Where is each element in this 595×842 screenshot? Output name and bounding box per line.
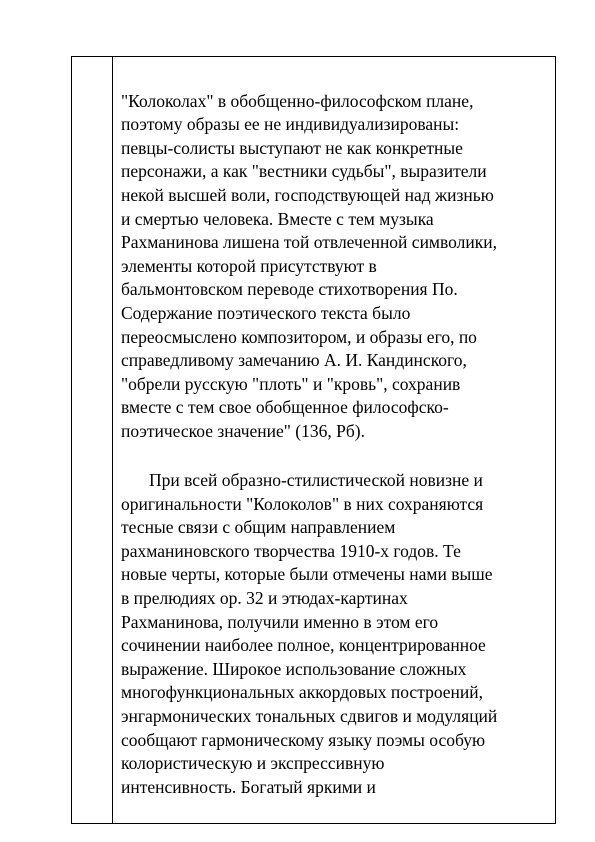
table-row xyxy=(72,57,556,824)
document-table xyxy=(71,56,556,824)
text-block xyxy=(113,57,555,823)
paragraph-2: При всей образно-стилистической новизне и оригинальности "Колоколов" в них сохраняются тесные связи с общим направлением рахманиновского творчества 1910-х годов. Те новые черты, которые были отмечены нами выше в прелюдиях ор. 32 и этюдах-картинах Рахманинова, получили именно в этом его сочинении наиболее полное, концентрированное выражение. Широкое использование сложных многофункциональных аккордовых построений, энгармонических тональных сдвигов и модуляций сообщают гармоническому языку поэмы особую колористическую и экспрессивную интенсивность. Богатый яркими и xyxy=(121,470,498,797)
paragraph-1: "Колоколах" в обобщенно-философском плане, поэтому образы ее не индивидуализированы: певцы-солисты выступают не как конкретные персонажи, а как "вестники судьбы", выразители некой высшей воли, господствующей над жизнью и смертью человека. Вместе с тем музыка Рахманинова лишена той отвлеченной символики, элементы которой присутствуют в бальмонтовском переводе стихотворения По. Содержание поэтического текста было переосмыслено композитором, и образы его, по справедливому замечанию А. И. Кандинского, "обрели русскую "плоть" и "кровь", сохранив вместе с тем свое обобщенное философско- поэтическое значение" (136, Рб). xyxy=(121,90,498,441)
table-cell-left xyxy=(72,57,113,824)
table-cell-text xyxy=(113,57,556,824)
